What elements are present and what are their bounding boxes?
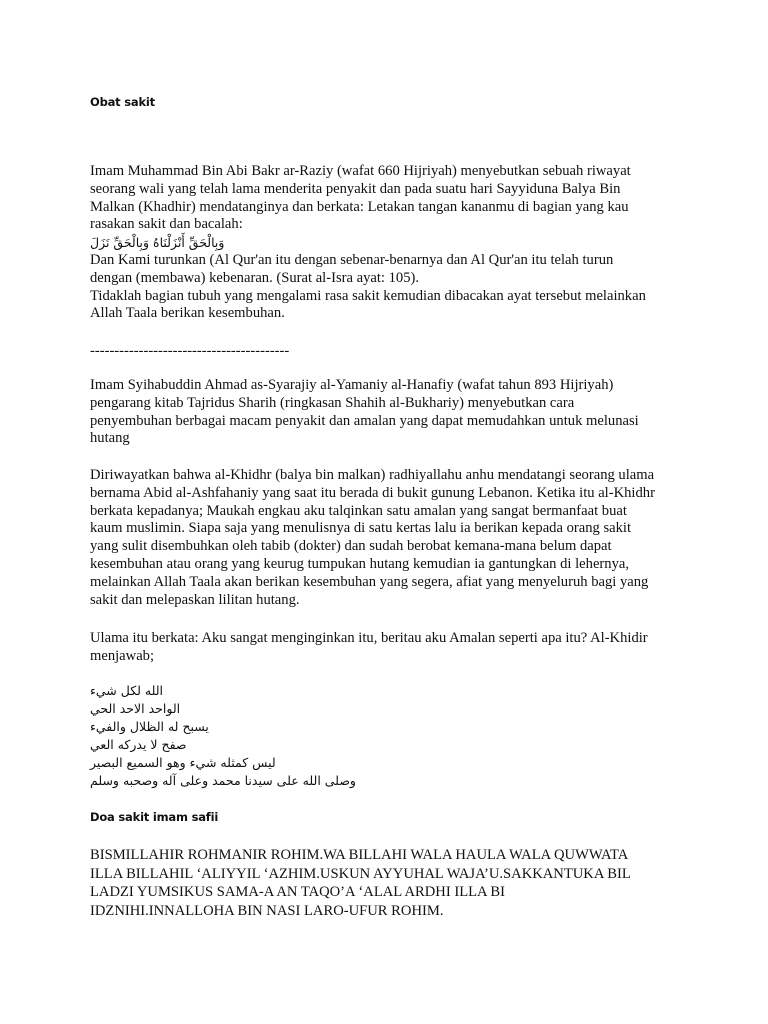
paragraph-imam-syihabuddin [90, 377, 690, 448]
separator-line: ----------------------------------------- [90, 343, 290, 359]
text-line: melainkan Allah Taala akan berikan kesembuhan yang segera, afiat yang menyeluruh bagi yang [90, 573, 649, 590]
text-line: penyembuhan berbagai macam penyakit dan amalan yang dapat memudahkan untuk melunasi [90, 412, 639, 429]
text-line: dengan (membawa) kebenaran. (Surat al-Isra ayat: 105). [90, 269, 420, 286]
text-line: Diriwayatkan bahwa al-Khidhr (balya bin malkan) radhiyallahu anhu mendatangi seorang ulama [90, 467, 655, 483]
doa-line: BISMILLAHIR ROHMANIR ROHIM.WA BILLAHI WALA HAULA WALA QUWWATA [90, 847, 629, 863]
doa-line: ILLA BILLAHIL ‘ALIYYIL ‘AZHIM.USKUN AYYUHAL WAJA’U.SAKKANTUKA BIL [90, 865, 631, 882]
arabic-verse: وَبِالْحَقِّ أَنْزَلْنَاهُ وَبِالْحَقِّ نَزَلَ [90, 235, 225, 251]
text-line: kesembuhan atau orang yang keurug tumpukan hutang kemudian ia gantungkan di lehernya, [90, 555, 629, 572]
text-line: pengarang kitab Tajridus Sharih (ringkasan Shahih al-Bukhariy) menyebutkan cara [90, 394, 575, 411]
doa-line: LADZI YUMSIKUS SAMA-A AN TAQO’A ‘ALAL ARDHI ILLA BI [90, 884, 506, 900]
text-line: sakit dan melepaskan lilitan hutang. [90, 591, 300, 608]
text-line: seorang wali yang telah lama menderita penyakit dan pada suatu hari Sayyiduna Balya Bin [90, 180, 621, 197]
text-line: menjawab; [90, 647, 155, 664]
arabic-line: ليس كمثله شيء وهو السميع البصير [90, 755, 276, 770]
text-line: kaum muslimin. Siapa saja yang menulisnya di satu kertas lalu ia berikan kepada orang sakit [90, 520, 632, 537]
doa-line: IDZNIHI.INNALLOHA BIN NASI LARO-UFUR ROHIM. [90, 902, 444, 919]
text-line: Malkan (Khadhir) mendatanginya dan berkata: Letakan tangan kananmu di bagian yang kau [90, 198, 629, 215]
paragraph-imam-raziy [90, 163, 690, 323]
arabic-line: وصلى الله على سيدنا محمد وعلى آله وصحبه وسلم [90, 773, 356, 788]
arabic-prayer-block [90, 682, 390, 790]
text-line: bernama Abid al-Ashfahaniy yang saat itu berada di bukit gunung Lebanon. Ketika itu al-Khidhr [90, 484, 655, 501]
doa-text-block [90, 846, 690, 920]
paragraph-ulama-reply [90, 630, 690, 666]
text-line: Tidaklah bagian tubuh yang mengalami rasa sakit kemudian dibacakan ayat tersebut melainkan [90, 287, 646, 304]
arabic-line: الله لكل شيء [90, 683, 164, 698]
text-line: hutang [90, 430, 130, 447]
arabic-line: يسبح له الظلال والفيء [90, 719, 209, 734]
text-line: Imam Syihabuddin Ahmad as-Syarajiy al-Yamaniy al-Hanafiy (wafat tahun 893 Hijriyah) [90, 377, 614, 393]
text-line: yang sulit disembuhkan oleh tabib (dokter) dan sudah berobat kemana-mana belum dapat [90, 538, 612, 555]
text-line: Ulama itu berkata: Aku sangat menginginkan itu, beritau aku Amalan seperti apa itu? Al-Khidir [90, 630, 648, 646]
section-subheading: Doa sakit imam safii [90, 810, 219, 824]
arabic-line: الواحد الاحد الحي [90, 701, 181, 716]
text-line: Dan Kami turunkan (Al Qur'an itu dengan sebenar-benarnya dan Al Qur'an itu telah turun [90, 251, 614, 268]
text-line: Allah Taala berikan kesembuhan. [90, 305, 285, 322]
text-line: berkata kepadanya; Maukah engkau aku talqinkan satu amalan yang sangat bermanfaat buat [90, 502, 627, 519]
text-line: Imam Muhammad Bin Abi Bakr ar-Raziy (wafat 660 Hijriyah) menyebutkan sebuah riwayat [90, 163, 631, 179]
document-title: Obat sakit [90, 95, 155, 109]
text-line: rasakan sakit dan bacalah: [90, 216, 243, 233]
arabic-line: صفح لا يدركه العي [90, 737, 187, 752]
paragraph-khidhr-story [90, 467, 690, 609]
